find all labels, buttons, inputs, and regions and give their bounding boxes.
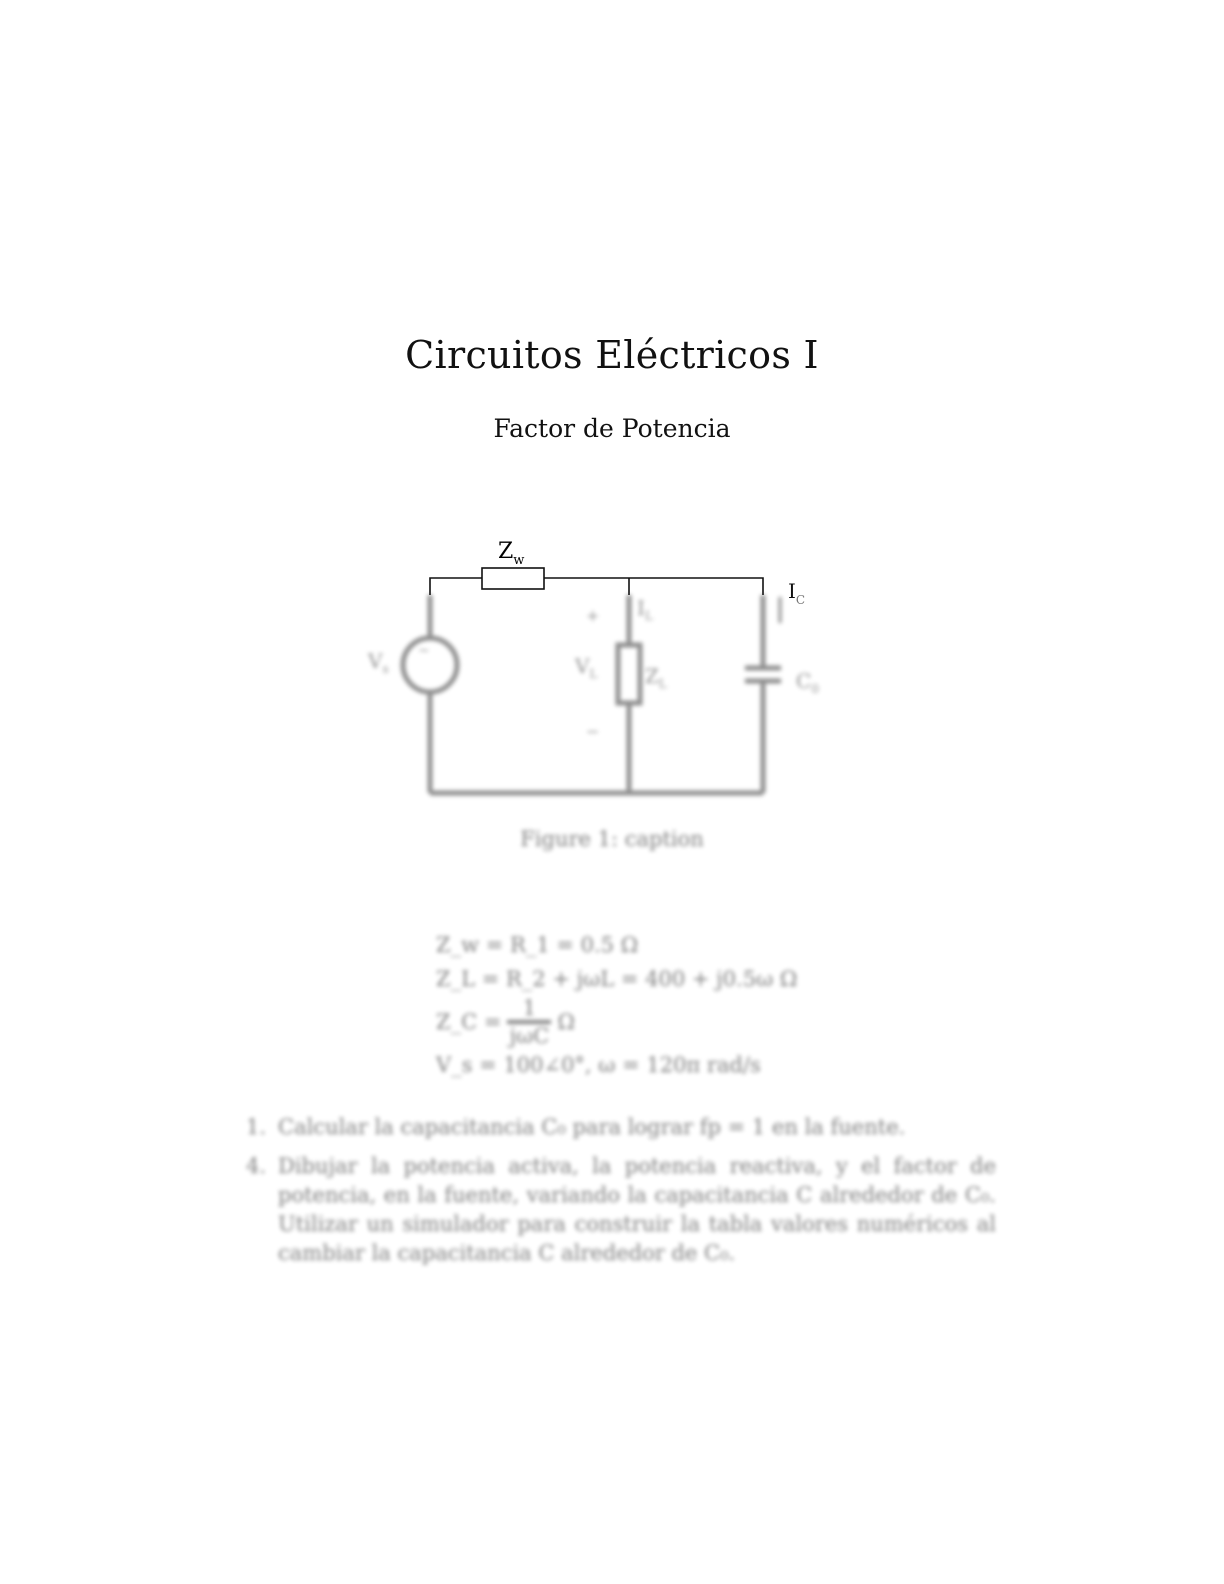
zc-fraction: $\frac{1}{\text{jωC}}$: [507, 998, 551, 1046]
voltage-source-symbol: [403, 638, 457, 692]
item-text: Calcular la capacitancia C₀ para lograr fp = 1 en la fuente.: [278, 1115, 906, 1139]
load-current-label: $I_L$: [637, 596, 653, 623]
equation-vs: V_s = 100∠0°, ω = 120π rad/s: [436, 1053, 761, 1077]
list-item: [246, 1113, 996, 1142]
load-impedance-label: $Z_L$: [645, 664, 667, 691]
plus-label: +: [586, 606, 600, 625]
item-text: Dibujar la potencia activa, la potencia reactiva, y el factor de potencia, en la fuente, variando la capacitancia C alrededor de C₀. Utilizar un simulador para construir la tabla valores numéricos al cambiar la capacitancia C alrededor de C₀.: [278, 1154, 996, 1265]
item-number: 1.: [246, 1115, 267, 1139]
equations-block: [436, 928, 797, 1082]
item-number: 4.: [246, 1154, 267, 1178]
document-subtitle: Factor de Potencia: [493, 414, 731, 443]
figure-caption: Figure 1: caption: [520, 827, 704, 851]
zw-resistor: [482, 568, 544, 589]
top-wire: [430, 568, 763, 595]
equation-zc: Z_C = $\frac{1}{\text{jωC}}$ Ω: [436, 996, 575, 1048]
load-impedance-symbol: [618, 645, 640, 703]
equation-zl: Z_L = R_2 + jωL = 400 + j0.5ω Ω: [436, 967, 798, 991]
exercise-list: [246, 1113, 996, 1278]
equation-zw: Z_w = R_1 = 0.5 Ω: [436, 933, 639, 957]
load-voltage-label: $V_L$: [575, 654, 598, 681]
document-title: Circuitos Eléctricos I: [405, 333, 819, 377]
zw-label: $Z_w$: [498, 539, 525, 568]
source-polarity: ~: [418, 643, 430, 659]
cap-current-label: $I_C$: [788, 579, 806, 607]
minus-label: −: [586, 722, 600, 741]
list-item: [246, 1152, 996, 1268]
circuit-diagram: [350, 525, 870, 815]
source-label: $V_s$: [368, 649, 389, 676]
cap-label: $C_0$: [796, 669, 819, 696]
